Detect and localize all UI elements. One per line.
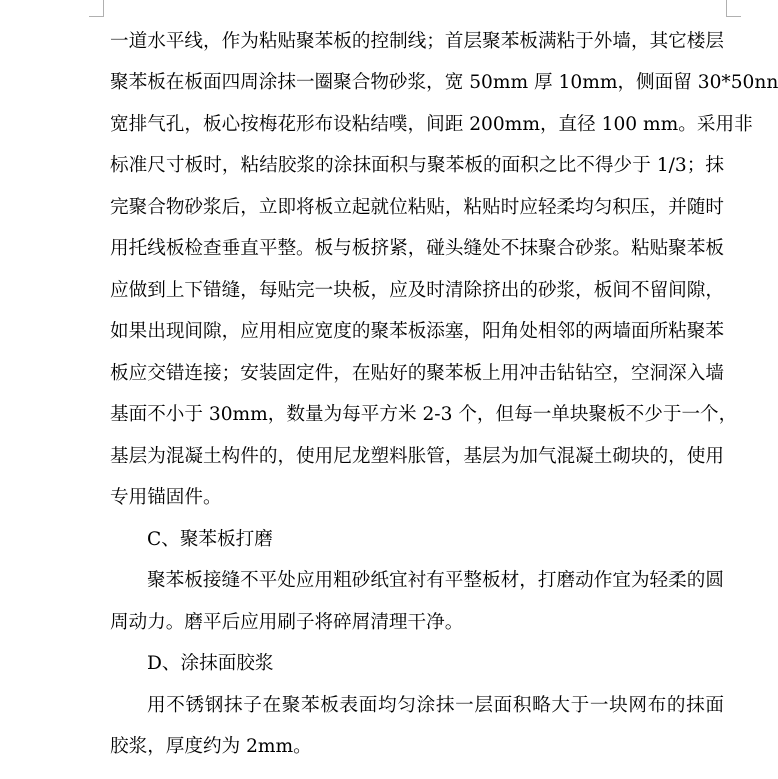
- section-heading-d: D、涂抹面胶浆: [147, 653, 274, 674]
- body-line: 用不锈钢抹子在聚苯板表面均匀涂抹一层面积略大于一块网布的抹面: [147, 695, 724, 716]
- body-line: 基层为混凝土构件的，使用尼龙塑料胀管，基层为加气混凝土砌块的，使用: [110, 446, 724, 467]
- body-line: 标准尺寸板时，粘结胶浆的涂抹面积与聚苯板的面积之比不得少于 1/3；抹: [110, 155, 724, 176]
- margin-corner-mark-left: [89, 0, 104, 17]
- body-line: 如果出现间隙，应用相应宽度的聚苯板添塞，阳角处相邻的两墙面所粘聚苯: [110, 321, 724, 342]
- body-line: 胶浆，厚度约为 2mm。: [110, 736, 312, 757]
- body-line: 宽排气孔，板心按梅花形布设粘结噗，间距 200mm，直径 100 mm。采用非: [110, 114, 753, 135]
- body-line: 专用锚固件。: [110, 487, 222, 508]
- body-line: 完聚合物砂浆后，立即将板立起就位粘贴，粘贴时应轻柔均匀积压，并随时: [110, 197, 724, 218]
- body-line: 用托线板检查垂直平整。板与板挤紧，碰头缝处不抹聚合砂浆。粘贴聚苯板: [110, 238, 724, 259]
- section-heading-c: C、聚苯板打磨: [147, 529, 273, 550]
- body-line: 应做到上下错缝，每贴完一块板，应及时清除挤出的砂浆，板间不留间隙，: [110, 280, 724, 301]
- body-line: 一道水平线，作为粘贴聚苯板的控制线；首层聚苯板满粘于外墙，其它楼层: [110, 31, 724, 52]
- body-line: 基面不小于 30mm，数量为每平方米 2-3 个，但每一单块聚板不少于一个，: [110, 404, 738, 425]
- body-line: 聚苯板在板面四周涂抹一圈聚合物砂浆，宽 50mm 厚 10mm，侧面留 30*50nn: [110, 72, 778, 93]
- body-line: 周动力。磨平后应用刷子将碎屑清理干净。: [110, 612, 464, 633]
- margin-corner-mark-right: [726, 0, 741, 17]
- body-line: 板应交错连接；安装固定件，在贴好的聚苯板上用冲击钻钻空，空洞深入墙: [110, 363, 724, 384]
- body-line: 聚苯板接缝不平处应用粗砂纸宜衬有平整板材，打磨动作宜为轻柔的圆: [147, 570, 724, 591]
